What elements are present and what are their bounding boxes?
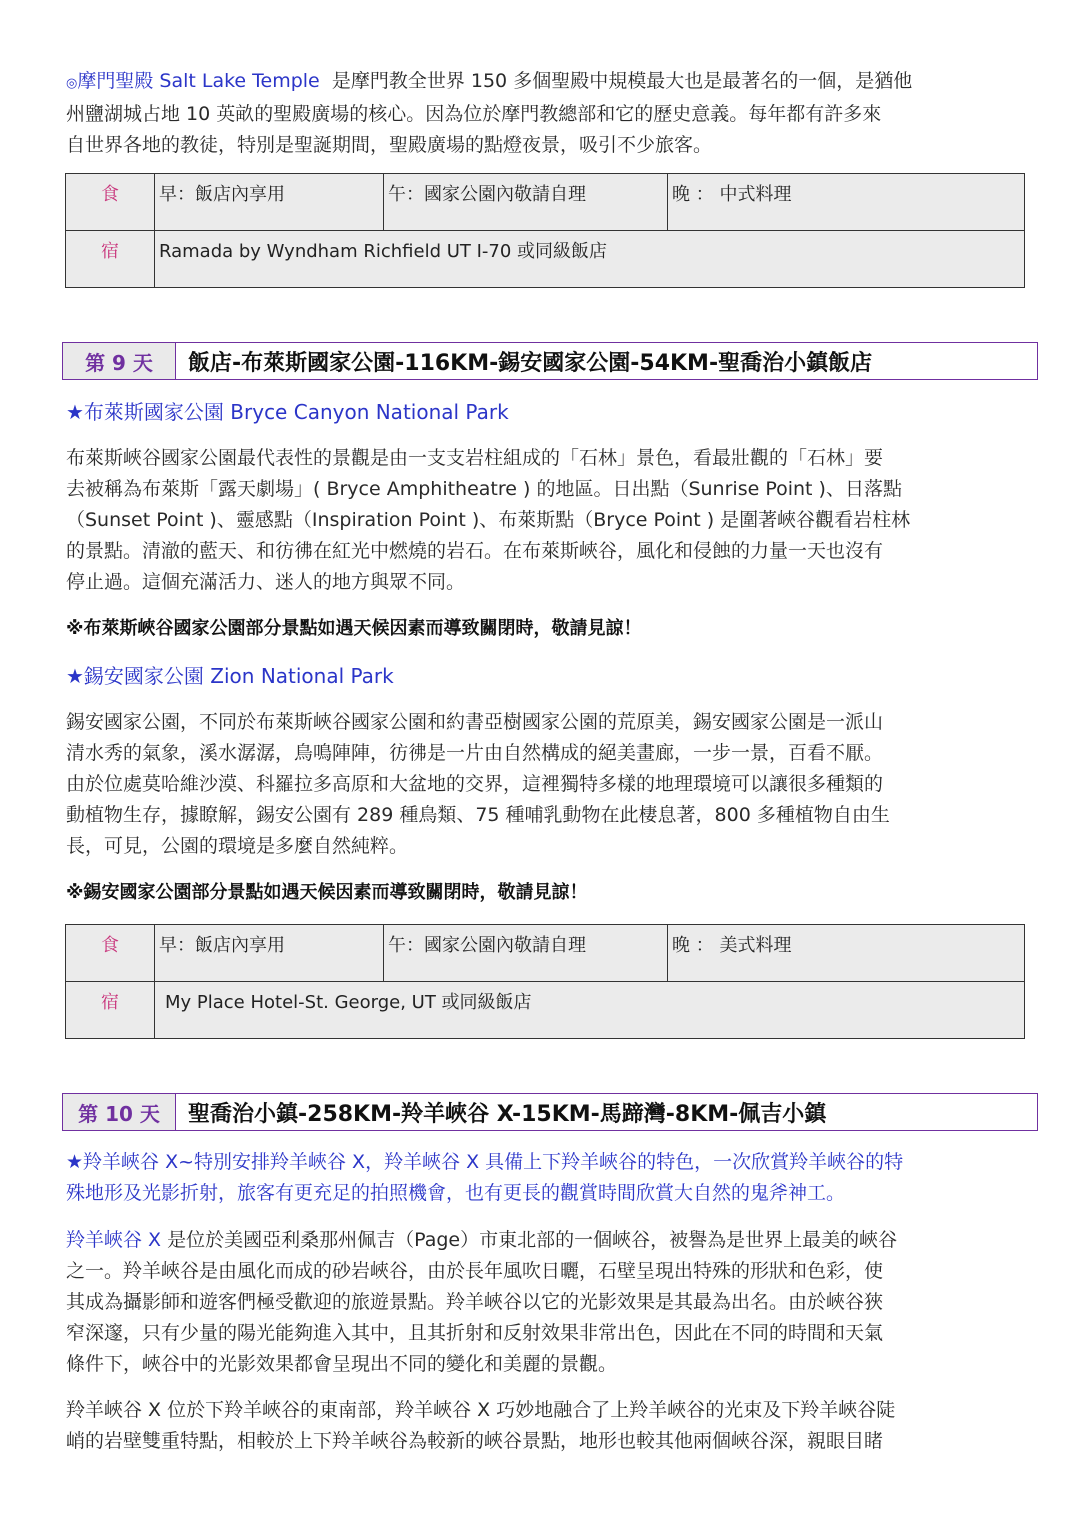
day-9-route: 飯店-布萊斯國家公園-116KM-錫安國家公園-54KM-聖喬治小鎮飯店 xyxy=(188,350,873,376)
bryce-paragraph xyxy=(66,443,1012,598)
antelope-line: 窄深邃，只有少量的陽光能夠進入其中，且其折射和反射效果非常出色，因此在不同的時間和天氣 xyxy=(66,1322,884,1344)
hotel-cell: Ramada by Wyndham Richfield UT I-70 或同級飯店 xyxy=(155,231,1025,288)
day-9-label: 第 9 天 xyxy=(63,343,176,379)
antelope-paragraph-1 xyxy=(66,1225,1012,1380)
antelope-line: 之一。羚羊峽谷是由風化而成的砂岩峽谷，由於長年風吹日曬，石壁呈現出特殊的形狀和色彩，使 xyxy=(66,1260,884,1282)
antelope-line: 是位於美國亞利桑那州佩吉（Page）市東北部的一個峽谷，被譽為是世界上最美的峽谷 xyxy=(167,1229,898,1251)
day-10-header xyxy=(62,1093,1038,1131)
stay-key: 宿 xyxy=(66,231,155,288)
temple-marker: ◎ xyxy=(66,76,78,91)
zion-line: 清水秀的氣象，溪水潺潺，鳥鳴陣陣，彷彿是一片由自然構成的絕美畫廊，一步一景，百看不厭。 xyxy=(66,742,884,764)
antelope-heading xyxy=(66,1147,1012,1209)
bryce-line: 去被稱為布萊斯「露天劇場」( Bryce Amphitheatre ) 的地區。日出點（Sunrise Point )、日落點 xyxy=(66,478,902,500)
temple-line: 自世界各地的教徒，特別是聖誕期間，聖殿廣場的點燈夜景，吸引不少旅客。 xyxy=(66,134,713,156)
meal-key: 食 xyxy=(66,925,155,982)
hotel-cell: My Place Hotel-St. George, UT 或同級飯店 xyxy=(155,982,1025,1039)
temple-line: 是摩門教全世界 150 多個聖殿中規模最大也是最著名的一個，是猶他 xyxy=(331,70,913,92)
breakfast-cell: 早：飯店內享用 xyxy=(155,925,384,982)
antelope-line: 峭的岩壁雙重特點，相較於上下羚羊峽谷為較新的峽谷景點，地形也較其他兩個峽谷深，親眼目睹 xyxy=(66,1430,884,1452)
bryce-notice: ※布萊斯峽谷國家公園部分景點如遇天候因素而導致關閉時，敬請見諒！ xyxy=(66,618,642,639)
day-10-label: 第 10 天 xyxy=(63,1094,176,1130)
antelope-paragraph-2 xyxy=(66,1395,1012,1457)
breakfast-cell: 早：飯店內享用 xyxy=(155,174,384,231)
zion-line: 錫安國家公園，不同於布萊斯峽谷國家公園和約書亞樹國家公園的荒原美，錫安國家公園是一派山 xyxy=(66,711,884,733)
antelope-heading-line: ★羚羊峽谷 X~特別安排羚羊峽谷 X，羚羊峽谷 X 具備上下羚羊峽谷的特色，一次欣賞羚羊峽谷的特 xyxy=(66,1151,904,1173)
zion-notice: ※錫安國家公園部分景點如遇天候因素而導致關閉時，敬請見諒！ xyxy=(66,882,588,903)
temple-name: 摩門聖殿 Salt Lake Temple xyxy=(77,70,320,92)
stay-key: 宿 xyxy=(66,982,155,1039)
day-10-route: 聖喬治小鎮-258KM-羚羊峽谷 X-15KM-馬蹄灣-8KM-佩吉小鎮 xyxy=(188,1101,827,1127)
meal-table-day8 xyxy=(65,173,1025,288)
zion-paragraph xyxy=(66,707,1012,862)
meal-key: 食 xyxy=(66,174,155,231)
dinner-cell: 晚 ： 中式料理 xyxy=(668,174,1025,231)
zion-line: 由於位處莫哈維沙漠、科羅拉多高原和大盆地的交界，這裡獨特多樣的地理環境可以讓很多種類的 xyxy=(66,773,884,795)
zion-line: 長，可見，公園的環境是多麼自然純粹。 xyxy=(66,835,409,857)
dinner-cell: 晚 ： 美式料理 xyxy=(668,925,1025,982)
antelope-heading-line: 殊地形及光影折射，旅客有更充足的拍照機會，也有更長的觀賞時間欣賞大自然的鬼斧神工。 xyxy=(66,1182,846,1204)
antelope-lead: 羚羊峽谷 X xyxy=(66,1229,162,1251)
lunch-cell: 午：國家公園內敬請自理 xyxy=(384,925,668,982)
bryce-line: 停止過。這個充滿活力、迷人的地方與眾不同。 xyxy=(66,571,466,593)
bryce-heading: ★布萊斯國家公園 Bryce Canyon National Park xyxy=(66,400,509,424)
bryce-line: 的景點。清澈的藍天、和彷彿在紅光中燃燒的岩石。在布萊斯峽谷，風化和侵蝕的力量一天也沒有 xyxy=(66,540,884,562)
zion-line: 動植物生存，據瞭解，錫安公園有 289 種鳥類、75 種哺乳動物在此棲息著，800 多種植物自由生 xyxy=(66,804,890,826)
bryce-line: （Sunset Point )、靈感點（Inspiration Point )、布萊斯點（Bryce Point ) 是圍著峽谷觀看岩柱林 xyxy=(66,509,911,531)
lunch-cell: 午：國家公園內敬請自理 xyxy=(384,174,668,231)
temple-paragraph xyxy=(66,66,1012,161)
antelope-line: 條件下，峽谷中的光影效果都會呈現出不同的變化和美麗的景觀。 xyxy=(66,1353,618,1375)
antelope-line: 羚羊峽谷 X 位於下羚羊峽谷的東南部，羚羊峽谷 X 巧妙地融合了上羚羊峽谷的光束及下羚羊峽谷陡 xyxy=(66,1399,896,1421)
antelope-line: 其成為攝影師和遊客們極受歡迎的旅遊景點。羚羊峽谷以它的光影效果是其最為出名。由於峽谷狹 xyxy=(66,1291,884,1313)
day-9-header xyxy=(62,342,1038,380)
zion-heading: ★錫安國家公園 Zion National Park xyxy=(66,664,394,688)
bryce-line: 布萊斯峽谷國家公園最代表性的景觀是由一支支岩柱組成的「石林」景色，看最壯觀的「石林」要 xyxy=(66,447,884,469)
meal-table-day9 xyxy=(65,924,1025,1039)
temple-line: 州鹽湖城占地 10 英畝的聖殿廣場的核心。因為位於摩門教總部和它的歷史意義。每年都有許多來 xyxy=(66,103,882,125)
